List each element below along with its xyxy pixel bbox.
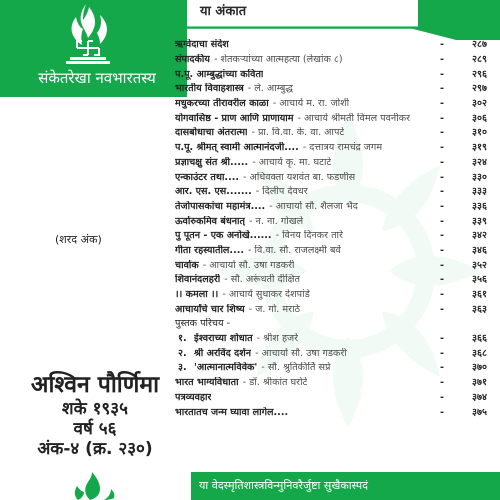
toc-row bbox=[175, 361, 487, 376]
toc-page-wrap bbox=[437, 274, 487, 286]
toc-title: प.पू. आम्बुद्धांच्या कविता bbox=[175, 68, 264, 80]
toc-left bbox=[175, 142, 382, 154]
toc-page-wrap bbox=[437, 113, 487, 125]
toc-page: ३७५ bbox=[472, 406, 487, 418]
toc-number: २. bbox=[178, 347, 187, 359]
toc-page-wrap bbox=[437, 362, 487, 374]
toc-page: २८९ bbox=[472, 54, 487, 66]
toc-dash: - bbox=[440, 112, 444, 124]
toc-title: चार्वाक bbox=[175, 259, 199, 271]
toc-left bbox=[175, 392, 211, 404]
toc-page-wrap bbox=[437, 348, 487, 360]
toc-title: भारत भाग्यविधाता bbox=[175, 377, 239, 389]
toc-page-wrap bbox=[437, 407, 487, 419]
toc-dash: - bbox=[440, 186, 444, 198]
swastika-flame-icon bbox=[48, 2, 128, 64]
toc-dash: - bbox=[440, 171, 444, 183]
issue-number: अंक-४ (क्र. २३०) bbox=[37, 439, 153, 459]
toc-left bbox=[175, 54, 343, 66]
toc-page: ३४६ bbox=[472, 244, 487, 256]
toc-subtitle: - आचार्या सौ. शैलजा भैद bbox=[269, 200, 358, 212]
toc-page: ३७४ bbox=[472, 391, 487, 403]
toc-row bbox=[175, 391, 487, 406]
toc-left bbox=[175, 274, 300, 286]
toc-page: ३३९ bbox=[472, 215, 487, 227]
toc-left bbox=[175, 377, 307, 389]
toc-subtitle: - आचार्या सौ. उषा गडकरी bbox=[202, 259, 295, 271]
toc-dash: - bbox=[440, 54, 444, 66]
toc-title: ऋग्वेदाचा संदेश bbox=[175, 39, 229, 51]
toc-left bbox=[175, 407, 288, 419]
toc-title: ।। कमला ।। bbox=[175, 289, 219, 301]
toc-title: पु पूतन - एक अनोखे...... bbox=[175, 230, 272, 242]
brand-title: संकेतरेखा नवभारतस्य bbox=[38, 69, 156, 87]
toc-title: ईश्वराच्या शोधात bbox=[194, 333, 253, 345]
table-of-contents bbox=[175, 38, 487, 420]
toc-page: ३३६ bbox=[472, 200, 487, 212]
toc-left bbox=[175, 216, 303, 228]
toc-row bbox=[175, 302, 487, 317]
toc-dash: - bbox=[440, 347, 444, 359]
toc-page-wrap bbox=[437, 83, 487, 95]
toc-page-wrap bbox=[437, 39, 487, 51]
toc-subtitle: - दिलीप देवधर bbox=[255, 186, 308, 198]
toc-page: ३२४ bbox=[472, 156, 487, 168]
toc-row bbox=[175, 156, 487, 171]
toc-title: पत्रव्यवहार bbox=[175, 391, 212, 403]
toc-left bbox=[175, 362, 331, 374]
toc-row bbox=[175, 273, 487, 288]
toc-page-wrap bbox=[437, 69, 487, 81]
section-title: या अंकात bbox=[200, 4, 247, 19]
toc-subtitle: - ले. आम्बुद्ध bbox=[247, 83, 293, 95]
toc-page: ३७१ bbox=[472, 377, 487, 389]
toc-page: ३४२ bbox=[472, 230, 487, 242]
toc-title: गीता रहस्यातील.... bbox=[175, 244, 245, 256]
toc-dash: - bbox=[440, 98, 444, 110]
toc-left bbox=[175, 113, 410, 125]
toc-dash: - bbox=[440, 127, 444, 139]
toc-left bbox=[175, 98, 349, 110]
toc-subtitle: - सौ. श्रुतिकीर्ति सप्रे bbox=[261, 362, 331, 374]
toc-page: ३०२ bbox=[472, 98, 487, 110]
toc-number: १. bbox=[178, 333, 187, 345]
footer-left-panel bbox=[0, 472, 187, 500]
toc-row bbox=[175, 244, 487, 259]
toc-number: ३. bbox=[178, 362, 187, 374]
toc-row bbox=[175, 53, 487, 68]
toc-left bbox=[175, 230, 343, 242]
toc-title: पुस्तक परिचय - bbox=[175, 318, 231, 330]
toc-subtitle: - विनय दिनकर तारे bbox=[275, 230, 343, 242]
toc-left bbox=[175, 172, 355, 184]
toc-title: ऊर्वारुकमिव बंधनात् bbox=[175, 215, 246, 227]
toc-row bbox=[175, 141, 487, 156]
toc-dash: - bbox=[440, 377, 444, 389]
toc-page: ३१९ bbox=[472, 142, 487, 154]
toc-subtitle: - शेतकऱ्यांच्या आत्महत्या (लेखांक ८) bbox=[213, 54, 343, 66]
toc-dash: - bbox=[440, 303, 444, 315]
toc-dash: - bbox=[440, 142, 444, 154]
toc-row bbox=[175, 126, 487, 141]
toc-page-wrap bbox=[437, 186, 487, 198]
season-label: (शरद अंक) bbox=[55, 233, 102, 246]
toc-dash: - bbox=[440, 333, 444, 345]
toc-page: ३६१ bbox=[472, 289, 487, 301]
toc-page-wrap bbox=[437, 157, 487, 169]
toc-page-wrap bbox=[437, 142, 487, 154]
toc-left bbox=[175, 304, 300, 316]
toc-subtitle: - आचार्य कृ. मा. घटाटे bbox=[252, 156, 332, 168]
toc-page-wrap bbox=[437, 333, 487, 345]
toc-title: एन्काउंटर तथा.... bbox=[175, 171, 240, 183]
toc-dash: - bbox=[440, 244, 444, 256]
toc-left bbox=[175, 186, 308, 198]
toc-left bbox=[175, 201, 358, 213]
toc-subtitle: - अधिवक्ता यशवंत बा. फडणीस bbox=[243, 171, 356, 183]
toc-row bbox=[175, 346, 487, 361]
toc-dash: - bbox=[440, 156, 444, 168]
toc-left bbox=[175, 157, 331, 169]
toc-title: दासबोधाचा अंतरात्मा bbox=[175, 127, 248, 139]
toc-page: ३५२ bbox=[472, 259, 487, 271]
toc-row bbox=[175, 67, 487, 82]
toc-subtitle: - न. ना. गोखले bbox=[249, 215, 304, 227]
toc-page-wrap bbox=[437, 201, 487, 213]
toc-subtitle: - दत्तात्रय रामचंद्र जगम bbox=[302, 142, 383, 154]
toc-row bbox=[175, 258, 487, 273]
toc-page: ३५६ bbox=[472, 274, 487, 286]
toc-dash: - bbox=[440, 230, 444, 242]
toc-left bbox=[175, 83, 293, 95]
toc-page-wrap bbox=[437, 127, 487, 139]
toc-page-wrap bbox=[437, 230, 487, 242]
toc-row bbox=[175, 97, 487, 112]
toc-page: २८७ bbox=[472, 39, 487, 51]
toc-title: आचार्यांचे चार शिष्य bbox=[175, 303, 245, 315]
toc-row bbox=[175, 200, 487, 215]
toc-title: श्री अरविंद दर्शन bbox=[194, 347, 252, 359]
toc-row bbox=[175, 376, 487, 391]
toc-page-wrap bbox=[437, 392, 487, 404]
toc-row bbox=[175, 185, 487, 200]
toc-page: ३०६ bbox=[472, 112, 487, 124]
footer-banner: या वेदस्मृतिशास्त्रविन्मुनिवरैर्जुष्टा सुखैकास्पदं bbox=[187, 472, 500, 500]
toc-title: शिवानंदलहरी bbox=[175, 274, 221, 286]
toc-row bbox=[175, 170, 487, 185]
toc-row bbox=[175, 229, 487, 244]
toc-row bbox=[175, 111, 487, 126]
toc-page: २९७ bbox=[472, 83, 487, 95]
toc-page-wrap bbox=[437, 245, 487, 257]
toc-page-wrap bbox=[437, 54, 487, 66]
toc-title: भारतातच जन्म घ्यावा लागेल.... bbox=[175, 406, 289, 418]
toc-page-wrap bbox=[437, 260, 487, 272]
toc-dash: - bbox=[440, 68, 444, 80]
toc-left bbox=[175, 318, 230, 330]
toc-left bbox=[175, 69, 263, 81]
toc-subtitle: - ज. गो. मराठे bbox=[248, 303, 301, 315]
toc-dash: - bbox=[440, 391, 444, 403]
toc-row bbox=[175, 214, 487, 229]
toc-title: तेजोपासकांचा महामंत्र.... bbox=[175, 200, 266, 212]
issue-info bbox=[20, 371, 170, 459]
toc-page-wrap bbox=[437, 289, 487, 301]
toc-subtitle: - आचार्य श्रीमती विमल पवनीकर bbox=[297, 112, 411, 124]
toc-page: ३६८ bbox=[472, 347, 487, 359]
toc-subtitle: - श्रीश हजरे bbox=[256, 333, 299, 345]
toc-row bbox=[175, 405, 487, 420]
toc-page-wrap bbox=[437, 304, 487, 316]
toc-page: ३३० bbox=[472, 171, 487, 183]
toc-page: ३३३ bbox=[472, 186, 487, 198]
toc-page-wrap bbox=[437, 216, 487, 228]
toc-page-wrap bbox=[437, 377, 487, 389]
toc-subtitle: - वि.वा. सौ. राजलक्ष्मी बर्वे bbox=[248, 244, 341, 256]
toc-dash: - bbox=[440, 200, 444, 212]
toc-left bbox=[175, 289, 310, 301]
toc-subtitle: - आचार्य सुधाकर देशपांडे bbox=[222, 289, 310, 301]
toc-subtitle: - सौ. अरूंधती दीक्षित bbox=[224, 274, 300, 286]
toc-subtitle: - आचार्य म. रा. जोशी bbox=[272, 98, 350, 110]
toc-row bbox=[175, 82, 487, 97]
toc-left bbox=[175, 127, 344, 139]
toc-dash: - bbox=[440, 259, 444, 271]
toc-dash: - bbox=[440, 83, 444, 95]
toc-page: ३६३ bbox=[472, 303, 487, 315]
toc-dash: - bbox=[440, 406, 444, 418]
toc-left bbox=[175, 39, 229, 51]
toc-left bbox=[175, 245, 341, 257]
toc-title: प.पू. श्रीमत् स्वामी आत्मानंदजी.... bbox=[175, 142, 299, 154]
header-left-panel bbox=[0, 0, 187, 97]
toc-dash: - bbox=[440, 274, 444, 286]
toc-title: प्रज्ञाचक्षु संत श्री..... bbox=[175, 156, 249, 168]
toc-title: भारतीय विवाहशास्त्र bbox=[175, 83, 244, 95]
toc-dash: - bbox=[440, 39, 444, 51]
toc-title: योगवासिष्ठ - प्राण आणि प्राणायाम bbox=[175, 112, 294, 124]
toc-title: आर. एस. एस....... bbox=[175, 186, 252, 198]
toc-subtitle: - आचार्या सौ. उषा गडकरी bbox=[255, 347, 347, 359]
toc-title: संपादकीय bbox=[175, 54, 210, 66]
toc-subtitle: - डॉ. श्रीकांत घरोटे bbox=[242, 377, 308, 389]
shaka-year: शके १९३५ bbox=[62, 399, 128, 419]
toc-title: मधुकरच्या तीरावरील काळा bbox=[175, 98, 269, 110]
toc-page-wrap bbox=[437, 172, 487, 184]
volume-year: वर्ष ५६ bbox=[73, 419, 117, 439]
toc-page: २९६ bbox=[472, 68, 487, 80]
toc-page: ३७० bbox=[472, 362, 487, 374]
toc-title: 'आत्मानात्मविवेक' bbox=[194, 362, 258, 374]
flame-icon bbox=[0, 472, 187, 500]
toc-dash: - bbox=[440, 289, 444, 301]
toc-left bbox=[175, 260, 294, 272]
toc-page: ३१० bbox=[472, 127, 487, 139]
toc-left bbox=[175, 348, 347, 360]
toc-page: ३६६ bbox=[472, 333, 487, 345]
toc-subtitle: - प्रा. वि.वा. के. वा. आपटे bbox=[251, 127, 345, 139]
toc-row bbox=[175, 288, 487, 303]
toc-section-heading bbox=[175, 317, 487, 332]
toc-row bbox=[175, 38, 487, 53]
toc-dash: - bbox=[440, 362, 444, 374]
toc-left bbox=[175, 333, 298, 345]
toc-row bbox=[175, 332, 487, 347]
issue-title: अश्विन पौर्णिमा bbox=[30, 372, 160, 398]
toc-page-wrap bbox=[437, 98, 487, 110]
toc-dash: - bbox=[440, 215, 444, 227]
